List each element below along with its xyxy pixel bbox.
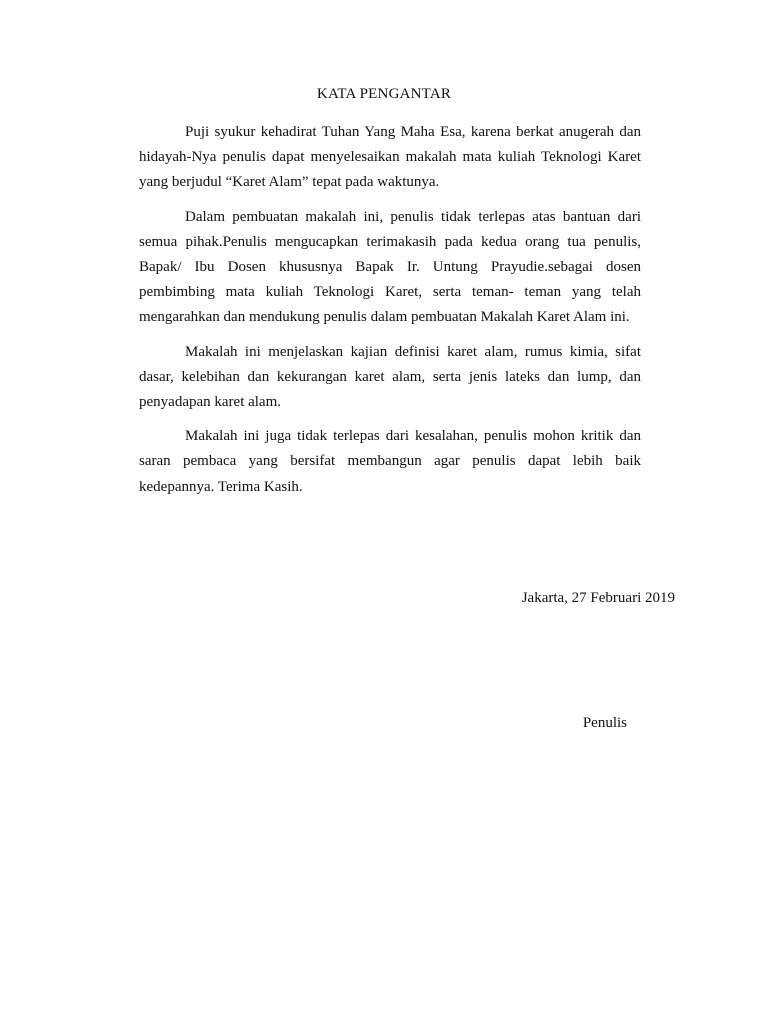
paragraph-closing: Makalah ini juga tidak terlepas dari kesalahan, penulis mohon kritik dan saran pembaca yang bersifat membangun agar penulis dapat lebih baik kedepannya. Terima Kasih. <box>139 428 641 495</box>
paragraph-intro: Puji syukur kehadirat Tuhan Yang Maha Esa, karena berkat anugerah dan hidayah-Nya penulis dapat menyelesaikan makalah mata kuliah Teknologi Karet yang berjudul “Karet Alam” tepat pada waktunya. <box>139 124 641 191</box>
signer-name: Penulis <box>582 715 627 731</box>
place-date: Jakarta, 27 Februari 2019 <box>521 590 675 606</box>
paragraph-acknowledgements: Dalam pembuatan makalah ini, penulis tidak terlepas atas bantuan dari semua pihak.Penulis mengucapkan terimakasih pada kedua orang tua penulis, Bapak/ Ibu Dosen khususnya Bapak Ir. Untung Prayudie.sebagai dosen pembimbing mata kuliah Teknologi Karet, serta teman- teman yang telah mengarahkan dan mendukung penulis dalam pembuatan Makalah Karet Alam ini. <box>139 208 641 326</box>
paragraph-contents: Makalah ini menjelaskan kajian definisi karet alam, rumus kimia, sifat dasar, kelebihan dan kekurangan karet alam, serta jenis lateks dan lump, dan penyadapan karet alam. <box>139 343 641 411</box>
document-body <box>139 120 641 509</box>
document-title: KATA PENGANTAR <box>316 86 452 102</box>
